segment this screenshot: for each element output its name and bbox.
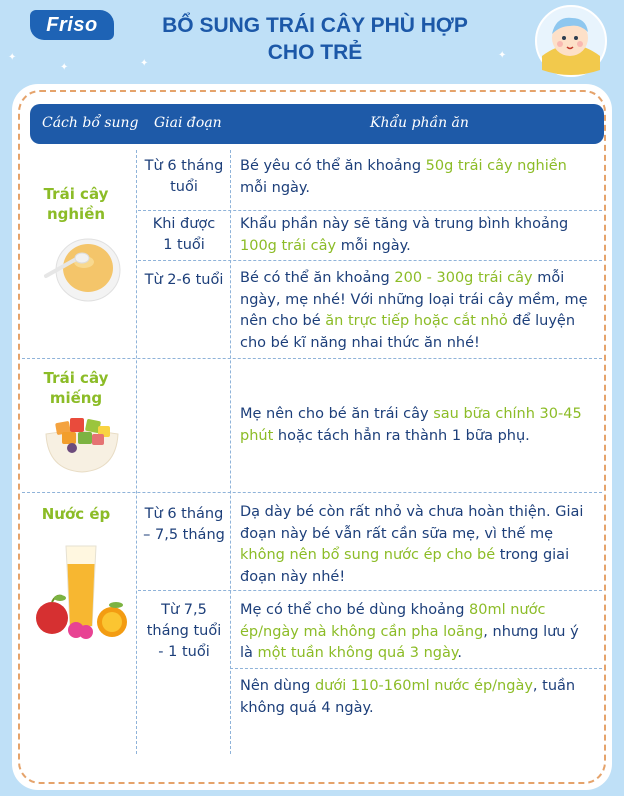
text-normal: hoặc tách hẳn ra thành 1 bữa phụ.: [273, 427, 530, 444]
friso-logo: Friso: [30, 10, 114, 40]
category-puree: [16, 184, 136, 224]
stage-6-months: [134, 156, 234, 198]
category-line: Nước ép: [41, 505, 111, 523]
row-divider: [138, 590, 602, 591]
text-highlight: 200 - 300g trái cây: [394, 270, 533, 286]
baby-icon: [534, 4, 608, 78]
text-highlight: sau bữa chính 30-45 phút: [240, 406, 582, 444]
text-highlight: ăn trực tiếp hoặc cắt nhỏ: [325, 313, 508, 329]
category-line: Trái cây: [43, 185, 109, 203]
text-normal: Bé yêu có thể ăn khoảng: [240, 158, 426, 174]
text-normal: Mẹ nên cho bé ăn trái cây: [240, 406, 434, 422]
row-divider: [230, 668, 602, 669]
text-highlight: một tuần không quá 3 ngày: [257, 645, 458, 661]
title-line-2: CHO TRẺ: [267, 41, 363, 64]
text-normal: Khẩu phần này sẽ tăng và trung bình khoảng: [240, 216, 569, 232]
stage-line: 1 tuổi: [163, 237, 205, 253]
star-decoration-icon: ✦: [140, 58, 149, 69]
portion-juice-6-7-5-months: [240, 502, 596, 588]
star-decoration-icon: ✦: [498, 50, 507, 61]
stage-1-year: [134, 214, 234, 256]
table-header: [30, 104, 604, 144]
category-line: Trái cây: [43, 369, 109, 387]
stage-line: – 7,5 tháng: [143, 527, 225, 543]
category-juice: [16, 504, 136, 524]
header-method: Cách bổ sung: [42, 115, 139, 131]
category-line: miếng: [49, 389, 103, 407]
text-normal: mỗi ngày.: [336, 237, 411, 254]
star-decoration-icon: ✦: [60, 62, 69, 73]
text-normal: trong giai đoạn này nhé!: [240, 547, 570, 585]
text-normal: Mẹ có thể cho bé dùng khoảng: [240, 602, 470, 618]
info-card: [12, 84, 612, 790]
title-line-1: BỔ SUNG TRÁI CÂY PHÙ HỢP: [162, 14, 468, 37]
row-divider: [138, 260, 602, 261]
text-normal: Dạ dày bé còn rất nhỏ và chưa hoàn thiện. Giai đoạn này bé vẫn rất cần sữa mẹ, vì thế mẹ: [240, 504, 584, 542]
portion-puree-1-year: [240, 214, 596, 257]
text-normal: mỗi ngày, mẹ nhé! Với những loại trái cây mềm, mẹ nên cho bé: [240, 270, 588, 329]
text-normal: , tuần không quá 4 ngày.: [240, 678, 576, 716]
row-divider: [138, 210, 602, 211]
portion-pieces: [240, 404, 596, 447]
portion-juice-general: [240, 676, 596, 719]
row-divider: [22, 492, 602, 493]
stage-line: tháng tuổi: [146, 623, 222, 639]
stage-line: Từ 6 tháng: [144, 158, 224, 174]
stage-line: Khi được: [152, 216, 216, 232]
text-highlight: không nên bổ sung nước ép cho bé: [240, 547, 496, 563]
text-highlight: 50g trái cây nghiền: [425, 158, 567, 174]
text-normal: Nên dùng: [240, 678, 315, 694]
text-highlight: 80ml nước ép/ngày mà không cần pha loãng: [240, 602, 546, 640]
fruit-puree-bowl-icon: [42, 230, 122, 304]
stage-2-6-years: [134, 270, 234, 291]
page-title: [150, 12, 480, 66]
stage-7-5-months-1-year: [134, 600, 234, 663]
row-divider: [22, 358, 602, 359]
stage-6-7-5-months: [134, 504, 234, 546]
text-highlight: 100g trái cây: [240, 237, 337, 254]
header-stage: Giai đoạn: [154, 115, 222, 131]
portion-puree-2-6-years: [240, 268, 596, 354]
text-normal: mỗi ngày.: [240, 179, 311, 196]
header-portion: Khẩu phần ăn: [370, 115, 469, 131]
text-highlight: dưới 110-160ml nước ép/ngày: [314, 678, 533, 694]
portion-juice-7-5-months-1-year: [240, 600, 596, 665]
text-normal: Bé có thể ăn khoảng: [240, 270, 395, 286]
stage-line: tuổi: [170, 179, 198, 195]
juice-glass-with-fruits-icon: [32, 542, 132, 642]
portion-puree-6-months: [240, 156, 596, 199]
stage-line: Từ 6 tháng: [144, 506, 224, 522]
stage-line: Từ 7,5: [161, 602, 207, 618]
text-normal: , nhưng lưu ý là: [240, 623, 579, 661]
category-pieces: [16, 368, 136, 408]
text-normal: .: [457, 645, 462, 661]
fruit-salad-bowl-icon: [42, 410, 122, 474]
star-decoration-icon: ✦: [8, 52, 17, 63]
category-line: nghiền: [46, 205, 106, 223]
stage-line: - 1 tuổi: [158, 644, 210, 660]
stage-line: Từ 2-6 tuổi: [144, 272, 224, 288]
text-normal: để luyện cho bé kĩ năng nhai thức ăn nhé!: [240, 313, 576, 351]
